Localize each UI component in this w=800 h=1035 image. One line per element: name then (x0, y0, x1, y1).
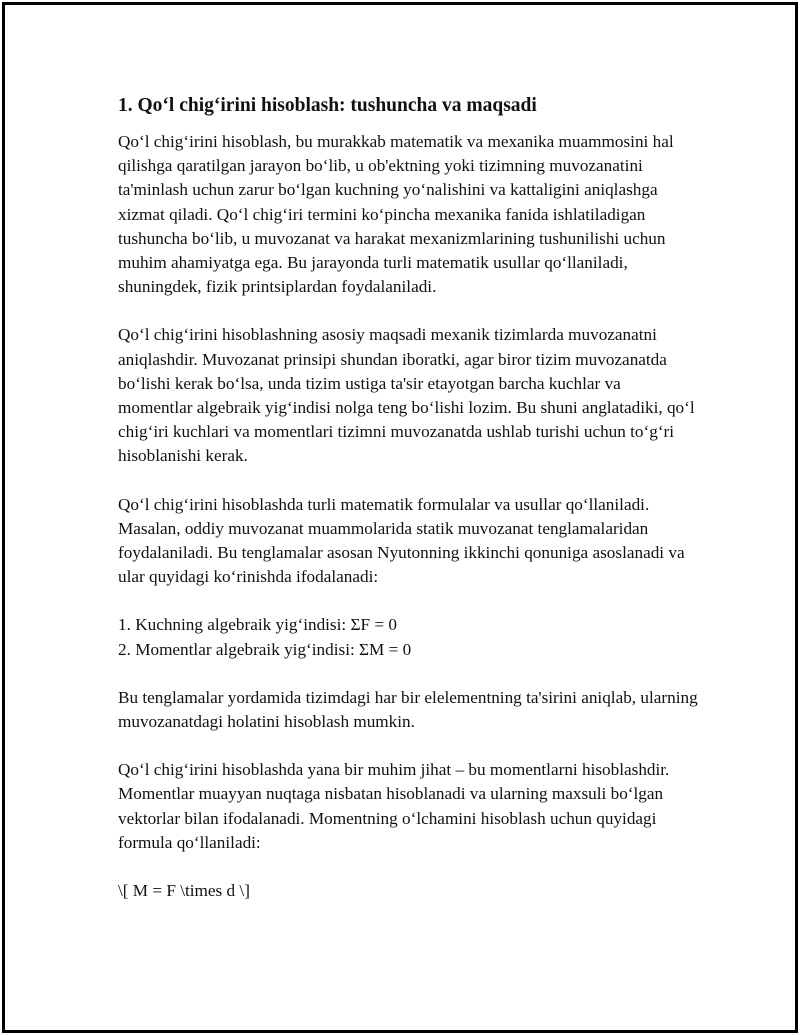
document-body (118, 92, 698, 903)
section-heading: 1. Qo‘l chig‘irini hisoblash: tushuncha va maqsadi (118, 95, 537, 116)
paragraph-purpose: Qo‘l chig‘irini hisoblashning asosiy maqsadi mexanik tizimlarda muvozanatni aniqlashdir. Muvozanat prinsipi shundan iboratki, agar biror tizim muvozanatda bo‘lishi kerak bo‘lsa, unda tizim ustiga ta'sir etayotgan barcha kuchlar va momentlar algebraik yig‘indisi nolga teng bo‘lishi lozim. Bu shuni anglatadiki, qo‘l chig‘iri kuchlari va momentlari tizimni muvozanatda ushlab turishi uchun to‘g‘ri hisoblanishi kerak. (118, 325, 695, 466)
paragraph-equations-use: Bu tenglamalar yordamida tizimdagi har bir elelementning ta'sirini aniqlab, ularning muvozanatdagi holatini hisoblash mumkin. (118, 687, 698, 732)
paragraph-moments: Qo‘l chig‘irini hisoblashda yana bir muhim jihat – bu momentlarni hisoblashdir. Momentlar muayyan nuqtaga nisbatan hisoblanadi va ularning maxsuli bo‘lgan vektorlar bilan ifodalanadi. Momentning o‘lchamini hisoblash uchun quyidagi formula qo‘llaniladi: (118, 760, 670, 852)
list-item: 1. Kuchning algebraik yig‘indisi: ΣF = 0 (118, 615, 397, 635)
paragraph-intro: Qo‘l chig‘irini hisoblash, bu murakkab matematik va mexanika muammosini hal qilishga qaratilgan jarayon bo‘lib, u ob'ektning yoki tizimning muvozanatini ta'minlash uchun zarur bo‘lgan kuchning yo‘nalishini va kattaligini aniqlashga xizmat qiladi. Qo‘l chig‘iri termini ko‘pincha mexanika fanida ishlatiladigan tushuncha bo‘lib, u muvozanat va harakat mexanizmlarining tushunilishi uchun muhim ahamiyatga ega. Bu jarayonda turli matematik usullar qo‘llaniladi, shuningdek, fizik printsiplardan foydalaniladi. (118, 132, 674, 297)
paragraph-methods: Qo‘l chig‘irini hisoblashda turli matematik formulalar va usullar qo‘llaniladi. Masalan, oddiy muvozanat muammolarida statik muvozanat tenglamalaridan foydalaniladi. Bu tenglamalar asosan Nyutonning ikkinchi qonuniga asoslanadi va ular quyidagi ko‘rinishda ifodalanadi: (118, 494, 685, 587)
moment-formula: \[ M = F \times d \] (118, 881, 250, 901)
list-item: 2. Momentlar algebraik yig‘indisi: ΣM = 0 (118, 639, 412, 659)
equation-list (118, 613, 698, 661)
